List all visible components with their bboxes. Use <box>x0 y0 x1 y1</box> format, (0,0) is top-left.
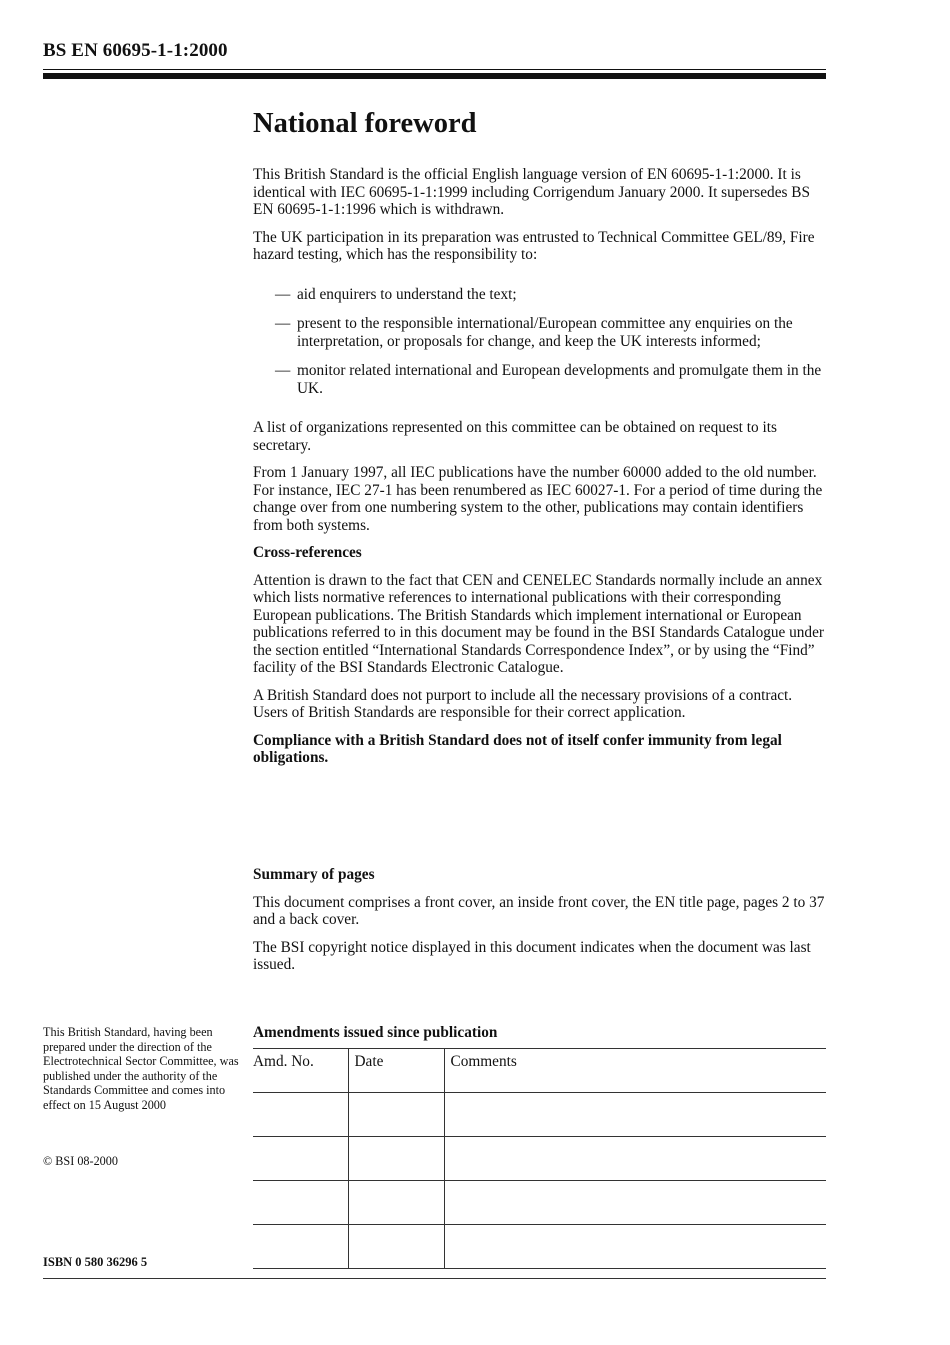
contract-paragraph: A British Standard does not purport to include all the necessary provisions of a contract. Users of British Standards are responsible for their correct application. <box>253 686 793 721</box>
amendments-title: Amendments issued since publication <box>253 1024 498 1041</box>
header-rule-thick <box>43 73 826 79</box>
list-item-text: monitor related international and European developments and promulgate them in the UK. <box>297 362 822 397</box>
list-item-text: present to the responsible international/European committee any enquiries on the interpretation, or proposals for change, and keep the UK interests informed; <box>297 315 793 350</box>
table-header-row <box>253 1049 826 1093</box>
table-cell <box>253 1225 348 1269</box>
table-cell <box>348 1137 444 1181</box>
column-header-comments: Comments <box>444 1049 826 1093</box>
table-cell <box>444 1093 826 1137</box>
national-foreword-section <box>253 107 827 767</box>
isbn-line: ISBN 0 580 36296 5 <box>43 1255 148 1269</box>
compliance-note: Compliance with a British Standard does not of itself confer immunity from legal obligations. <box>253 731 782 766</box>
copyright-notice-paragraph: The BSI copyright notice displayed in this document indicates when the document was last issued. <box>253 938 811 973</box>
table-cell <box>444 1181 826 1225</box>
list-item <box>253 286 827 304</box>
organizations-paragraph: A list of organizations represented on this committee can be obtained on request to its secretary. <box>253 419 777 454</box>
table-row <box>253 1093 826 1137</box>
table-cell <box>253 1093 348 1137</box>
list-item <box>253 315 827 350</box>
cross-references-paragraph: Attention is drawn to the fact that CEN and CENELEC Standards normally include an annex which lists normative references to international publications with their corresponding European publications. The British Standards which implement international or European publications referred to in this document may be found in the BSI Standards Catalogue under the section entitled “International Standards Correspondence Index”, or by using the “Find” facility of the BSI Standards Electronic Catalogue. <box>253 571 824 676</box>
amendments-table <box>253 1048 826 1269</box>
cross-references-heading: Cross-references <box>253 544 362 561</box>
summary-heading: Summary of pages <box>253 866 375 883</box>
summary-of-pages-section <box>253 866 827 984</box>
table-cell <box>444 1137 826 1181</box>
copyright-line: © BSI 08-2000 <box>43 1154 118 1168</box>
table-row <box>253 1137 826 1181</box>
column-header-amd-no: Amd. No. <box>253 1049 348 1093</box>
table-cell <box>444 1225 826 1269</box>
dash-bullet: — <box>275 315 291 332</box>
responsibilities-list <box>253 286 827 398</box>
table-cell <box>253 1181 348 1225</box>
table-cell <box>348 1225 444 1269</box>
numbering-paragraph: From 1 January 1997, all IEC publications have the number 60000 added to the old number. For instance, IEC 27-1 has been renumbered as IEC 60027-1. For a period of time during the change over from one numbering system to the other, publications may contain identifiers from both systems. <box>253 464 823 534</box>
header-rule-thin <box>43 69 826 70</box>
table-row <box>253 1225 826 1269</box>
dash-bullet: — <box>275 285 291 303</box>
footer-rule <box>43 1278 826 1279</box>
table-row <box>253 1181 826 1225</box>
summary-paragraph: This document comprises a front cover, an inside front cover, the EN title page, pages 2 to 37 and a back cover. <box>253 893 825 928</box>
list-item <box>253 362 827 397</box>
intro-paragraph: This British Standard is the official English language version of EN 60695-1-1:2000. It is identical with IEC 60695-1-1:1999 including Corrigendum January 2000. It supersedes BS EN 60695-1-1:1996 which is withdrawn. <box>253 166 810 218</box>
table-cell <box>253 1137 348 1181</box>
column-header-date: Date <box>348 1049 444 1093</box>
list-item-text: aid enquirers to understand the text; <box>297 285 517 303</box>
table-cell <box>348 1093 444 1137</box>
dash-bullet: — <box>275 362 291 379</box>
table-cell <box>348 1181 444 1225</box>
publication-note: This British Standard, having been prepared under the direction of the Electrotechnical Sector Committee, was published under the authority of the Standards Committee and comes into effect on 15 August 2000 <box>43 1025 239 1112</box>
committee-paragraph: The UK participation in its preparation was entrusted to Technical Committee GEL/89, Fire hazard testing, which has the responsibility to: <box>253 228 815 263</box>
page-title: National foreword <box>253 108 477 139</box>
document-id: BS EN 60695-1-1:2000 <box>43 40 228 61</box>
